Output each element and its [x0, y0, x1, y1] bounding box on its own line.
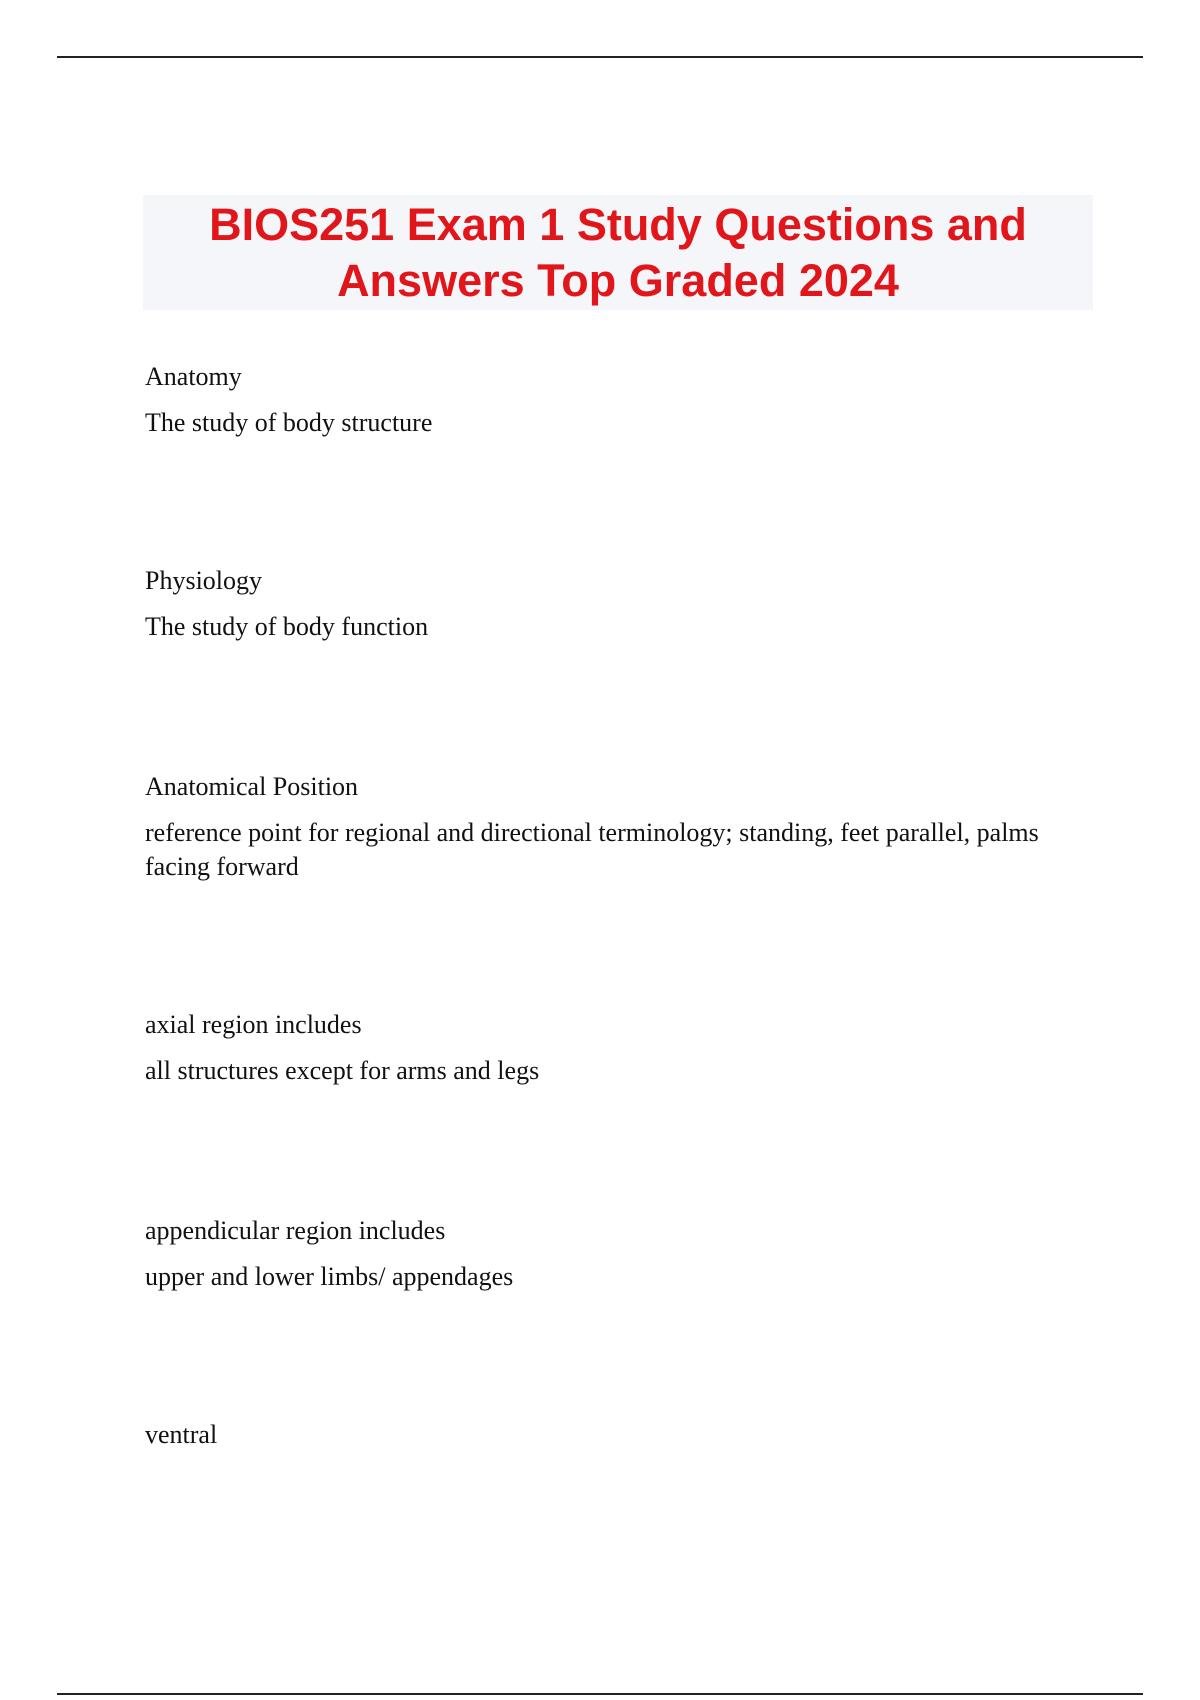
qa-item: [145, 1418, 1075, 1452]
qa-item: [145, 770, 1075, 884]
question-term: Anatomical Position: [145, 772, 359, 801]
qa-item: [145, 1008, 1075, 1088]
header-rule: [57, 56, 1143, 58]
qa-item: [145, 564, 1075, 644]
question-term: ventral: [145, 1420, 218, 1449]
answer-definition: upper and lower limbs/ appendages: [145, 1262, 514, 1291]
qa-item: [145, 360, 1075, 440]
question-term: Anatomy: [145, 362, 242, 391]
qa-item: [145, 1214, 1075, 1294]
question-term: appendicular region includes: [145, 1216, 446, 1245]
title-banner: [143, 195, 1093, 310]
answer-definition: all structures except for arms and legs: [145, 1056, 540, 1085]
answer-definition: The study of body function: [145, 612, 429, 641]
footer-rule: [57, 1693, 1143, 1695]
question-term: Physiology: [145, 566, 263, 595]
question-term: axial region includes: [145, 1010, 362, 1039]
document-title: BIOS251 Exam 1 Study Questions and Answers Top Graded 2024: [209, 198, 1027, 306]
answer-definition: reference point for regional and directional terminology; standing, feet parallel, palms facing forward: [145, 818, 1039, 881]
answer-definition: The study of body structure: [145, 408, 433, 437]
